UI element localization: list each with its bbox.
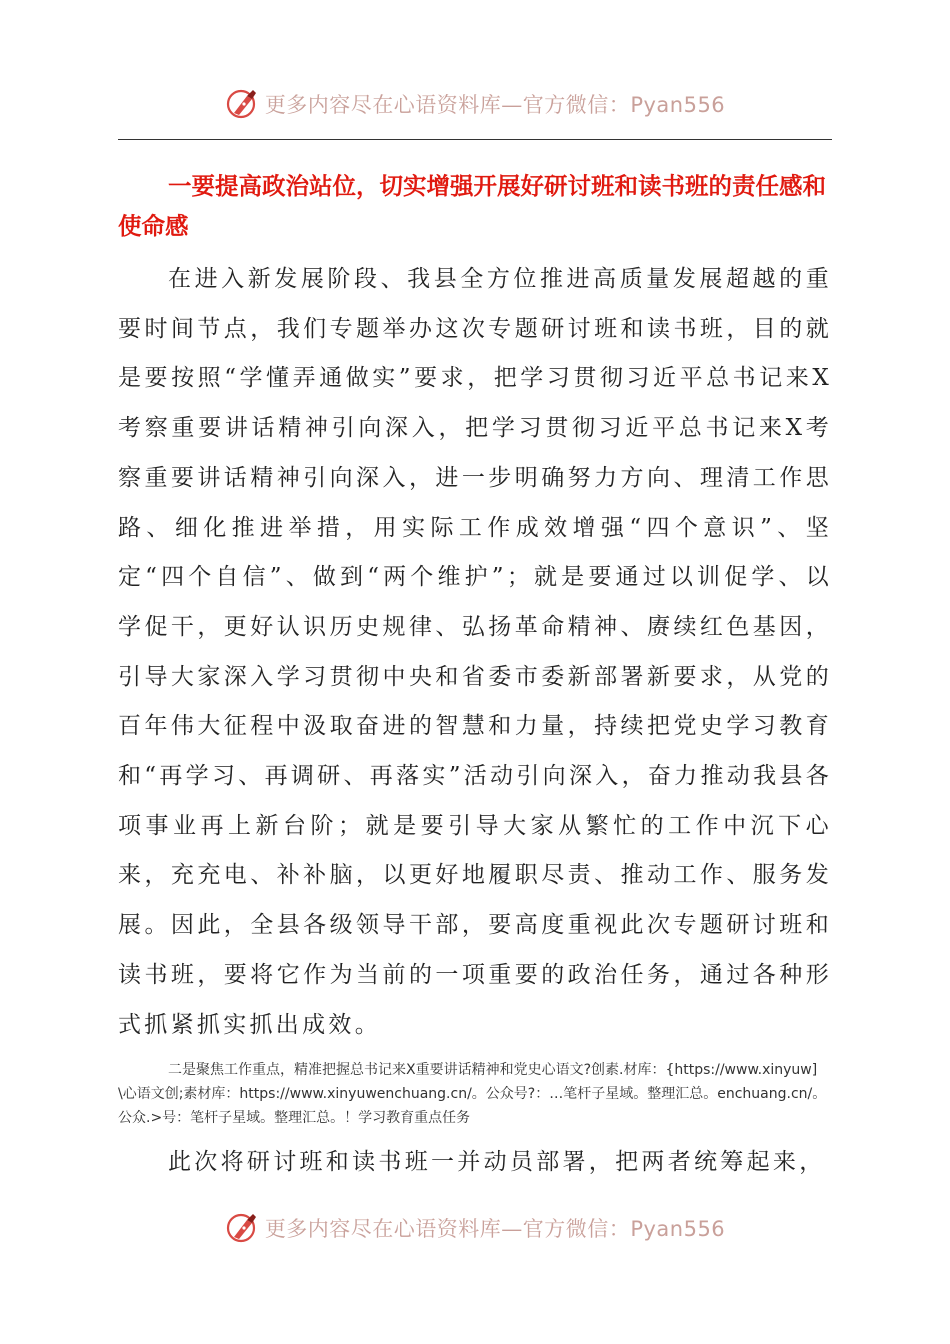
pen-nib-logo-icon: [225, 1210, 261, 1246]
header-wechat-id: Pyan556: [630, 93, 726, 117]
footer-banner: [0, 1208, 950, 1248]
header-divider: [118, 139, 832, 140]
section-heading: 一要提高政治站位，切实增强开展好研讨班和读书班的责任感和使命感: [118, 172, 826, 240]
footer-banner-text: [265, 1213, 725, 1243]
footer-banner-label: 更多内容尽在心语资料库—官方微信：: [264, 1217, 631, 1241]
header-banner-text: [265, 89, 725, 119]
pen-nib-logo-icon: [225, 86, 261, 122]
footer-wechat-id: Pyan556: [630, 1217, 726, 1241]
body-paragraph-continued: 此次将研讨班和读书班一并动员部署，把两者统筹起来，: [168, 1149, 826, 1176]
header-banner: [0, 84, 950, 124]
small-note-paragraph: 二是聚焦工作重点，精准把握总书记来X重要讲话精神和党史心语文?创素.材库：{https://www.xinyuw]\心语文创;素材库：https://www.xinyuwenchuang.cn/。公众号?：…笔杆子星域。整理汇总。enchuang.cn/。公众.>号：笔杆子星域。整理汇总。！学习教育重点任务: [118, 1062, 827, 1127]
body-paragraph: 在进入新发展阶段、我县全方位推进高质量发展超越的重要时间节点，我们专题举办这次专题研讨班和读书班，目的就是要按照“学懂弄通做实”要求，把学习贯彻习近平总书记来X考察重要讲话精神引向深入，把学习贯彻习近平总书记来X考察重要讲话精神引向深入，进一步明确努力方向、理清工作思路、细化推进举措，用实际工作成效增强“四个意识”、坚定“四个自信”、做到“两个维护”；就是要通过以训促学、以学促干，更好认识历史规律、弘扬革命精神、赓续红色基因，引导大家深入学习贯彻中央和省委市委新部署新要求，从党的百年伟大征程中汲取奋进的智慧和力量，持续把党史学习教育和“再学习、再调研、再落实”活动引向深入，奋力推动我县各项事业再上新台阶；就是要引导大家从繁忙的工作中沉下心来，充充电、补补脑，以更好地履职尽责、推动工作、服务发展。因此，全县各级领导干部，要高度重视此次专题研讨班和读书班，要将它作为当前的一项重要的政治任务，通过各种形式抓紧抓实抓出成效。: [118, 266, 832, 1038]
header-banner-label: 更多内容尽在心语资料库—官方微信：: [264, 93, 631, 117]
document-body: [118, 166, 832, 1188]
